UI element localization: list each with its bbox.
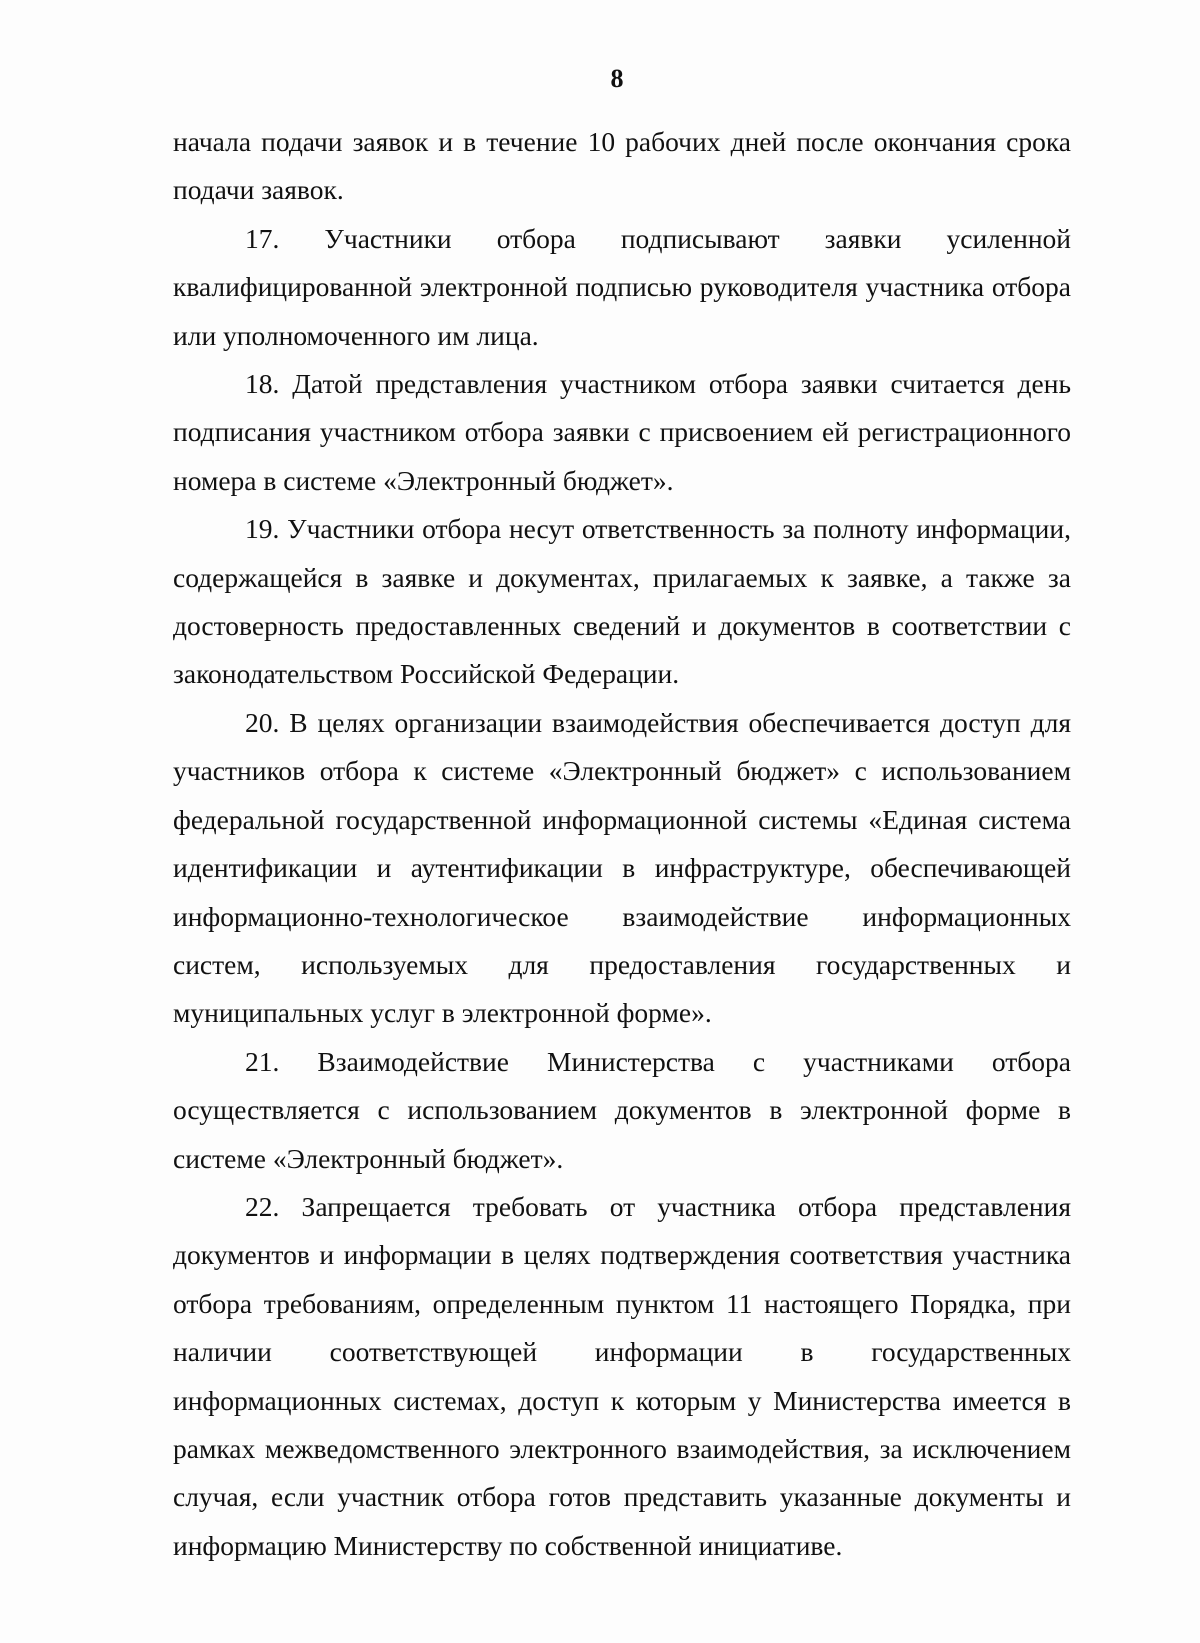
paragraph-continuation: начала подачи заявок и в течение 10 рабочих дней после окончания срока подачи заявок.: [173, 126, 1071, 206]
paragraph-18: 18. Датой представления участником отбора заявки считается день подписания участником отбора заявки с присвоением ей регистрационного номера в системе «Электронный бюджет».: [173, 368, 1071, 496]
page-number: 8: [610, 64, 624, 93]
paragraph-17: 17. Участники отбора подписывают заявки усиленной квалифицированной электронной подписью руководителя участника отбора или уполномоченного им лица.: [173, 222, 1071, 351]
paragraph-22: 22. Запрещается требовать от участника отбора представления документов и информации в целях подтверждения соответствия участника отбора требованиям, определенным пунктом 11 настоящего Порядка, при наличии соответствующей информации в государственных информационных системах, доступ к которым у Министерства имеется в рамках межведомственного электронного взаимодействия, за исключением случая, если участник отбора готов представить указанные документы и информацию Министерству по собственной инициативе.: [173, 1190, 1071, 1561]
paragraph-20: 20. В целях организации взаимодействия обеспечивается доступ для участников отбора к системе «Электронный бюджет» с использованием федеральной государственной информационной системы «Единая система идентификации и аутентификации в инфраструктуре, обеспечивающей информационно-технологическое взаимодействие информационных систем, используемых для предоставления государственных и муниципальных услуг в электронной форме».: [173, 706, 1071, 1029]
paragraph-21: 21. Взаимодействие Министерства с участниками отбора осуществляется с использованием документов в электронной форме в системе «Электронный бюджет».: [173, 1045, 1071, 1174]
document-body: [173, 118, 1071, 1570]
paragraph-19: 19. Участники отбора несут ответственность за полноту информации, содержащейся в заявке и документах, прилагаемых к заявке, а также за достоверность предоставленных сведений и документов в соответствии с законодательством Российской Федерации.: [173, 513, 1071, 690]
